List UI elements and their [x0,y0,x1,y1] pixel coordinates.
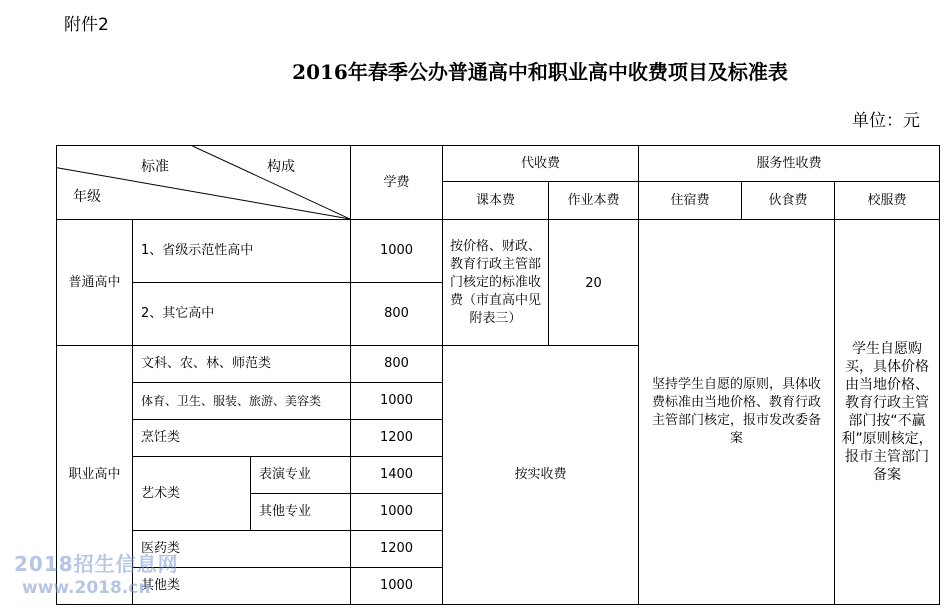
table-row-tuition: 1000 [351,568,443,605]
table-row-tuition: 1200 [351,531,443,568]
header-textbook: 课本费 [443,182,549,220]
table-row-tuition: 1400 [351,457,443,494]
watermark-title: 2018招生信息网 [14,552,179,576]
diagonal-lines [57,146,350,219]
page-title: 2016年春季公办普通高中和职业高中收费项目及标准表 [292,60,788,84]
header-collect-group: 代收费 [443,146,639,182]
header-service-group: 服务性收费 [639,146,940,182]
service-note: 坚持学生自愿的原则，具体收费标准由当地价格、教育行政主管部门核定，报市发改委备案 [639,220,835,605]
table-row-name: 医药类 [133,531,351,568]
table-row-tuition: 1000 [351,220,443,283]
header-workbook: 作业本费 [549,182,639,220]
table-row-tuition: 1000 [351,494,443,531]
table-row-tuition: 1200 [351,420,443,457]
table-row-name: 2、其它高中 [133,283,351,346]
uniform-note: 学生自愿购买，具体价格由当地价格、教育行政主管部门按“不赢利”原则核定，报市主管部门备案 [835,220,940,605]
fee-table [56,145,940,605]
corner-header [57,146,351,220]
table-row-tuition: 800 [351,346,443,383]
table-row-sub: 其他专业 [251,494,351,531]
textbook-note: 按价格、财政、教育行政主管部门核定的标准收费（市直高中见附表三） [443,220,549,346]
workbook-fee: 20 [549,220,639,346]
table-row-tuition: 1000 [351,383,443,420]
table-row-name: 艺术类 [133,457,251,531]
header-tuition: 学费 [351,146,443,220]
collect-actual-note: 按实收费 [443,346,639,605]
header-uniform: 校服费 [835,182,940,220]
attachment-label: 附件2 [64,15,109,35]
corner-standard: 标准 [141,159,169,175]
table-row-name: 烹饪类 [133,420,351,457]
table-row-name: 1、省级示范性高中 [133,220,351,283]
general-high-label: 普通高中 [57,220,133,346]
table-row-name: 其他类 [133,568,351,605]
table-row-name: 文科、农、林、师范类 [133,346,351,383]
table-row-tuition: 800 [351,283,443,346]
header-lodging: 住宿费 [639,182,742,220]
watermark-url: www.2018.cn [22,578,151,598]
table-row-name: 体育、卫生、服装、旅游、美容类 [133,383,351,420]
vocational-high-label: 职业高中 [57,346,133,605]
header-meals: 伙食费 [742,182,835,220]
unit-label: 单位：元 [852,111,920,131]
corner-grade: 年级 [73,189,101,205]
table-row-sub: 表演专业 [251,457,351,494]
corner-composition: 构成 [267,159,295,175]
